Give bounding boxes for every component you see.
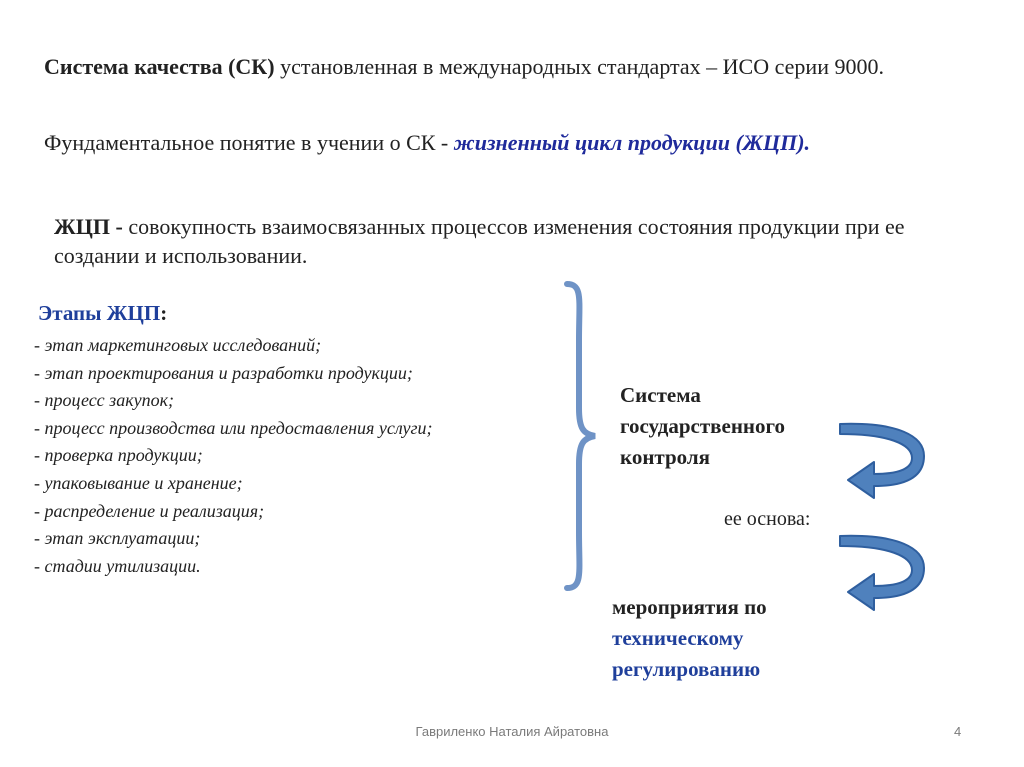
list-item: - упаковывание и хранение; <box>34 472 243 493</box>
curved-arrow-icon <box>838 532 930 614</box>
curved-arrow-icon <box>838 420 930 502</box>
list-item: - процесс закупок; <box>34 390 175 411</box>
measures-line: регулированию <box>612 657 761 681</box>
measures-line: мероприятия по <box>612 595 767 619</box>
system-line: государственного <box>620 414 786 438</box>
stages-title-colon: : <box>160 301 168 325</box>
curly-brace <box>553 280 603 592</box>
definition-term: ЖЦП - <box>54 214 123 239</box>
page-number: 4 <box>954 724 962 739</box>
definition-text: совокупность взаимосвязанных процессов изменения состояния продукции при ее создании и использовании. <box>54 214 905 268</box>
system-line: Система <box>620 383 701 407</box>
stages-title-text: Этапы ЖЦП <box>38 301 161 325</box>
state-control-system <box>620 380 785 473</box>
list-item: - стадии утилизации. <box>34 555 201 576</box>
footer-author: Гавриленко Наталия Айратовна <box>415 724 609 739</box>
technical-regulation-measures <box>612 592 767 685</box>
stages-title <box>38 301 167 326</box>
quality-system-term: Система качества (СК) <box>44 54 275 79</box>
intro-paragraph <box>44 52 984 81</box>
lifecycle-highlight: жизненный цикл продукции (ЖЦП). <box>453 130 811 155</box>
fundamental-paragraph <box>44 128 984 157</box>
list-item: - распределение и реализация; <box>34 500 265 521</box>
basis-label: ее основа: <box>724 508 811 530</box>
list-item: - этап маркетинговых исследований; <box>34 335 322 355</box>
intro-text: установленная в международных стандартах – ИСО серии 9000. <box>274 54 884 79</box>
measures-line: техническому <box>612 626 744 650</box>
system-line: контроля <box>620 445 711 469</box>
list-item: - этап эксплуатации; <box>34 528 201 549</box>
list-item: - этап проектирования и разработки продукции; <box>34 362 413 383</box>
list-item: - проверка продукции; <box>34 445 203 466</box>
definition-paragraph <box>54 212 984 270</box>
stages-list <box>34 332 433 580</box>
list-item: - процесс производства или предоставления услуги; <box>34 417 433 438</box>
fundamental-prefix: Фундаментальное понятие в учении о СК - <box>44 130 454 155</box>
